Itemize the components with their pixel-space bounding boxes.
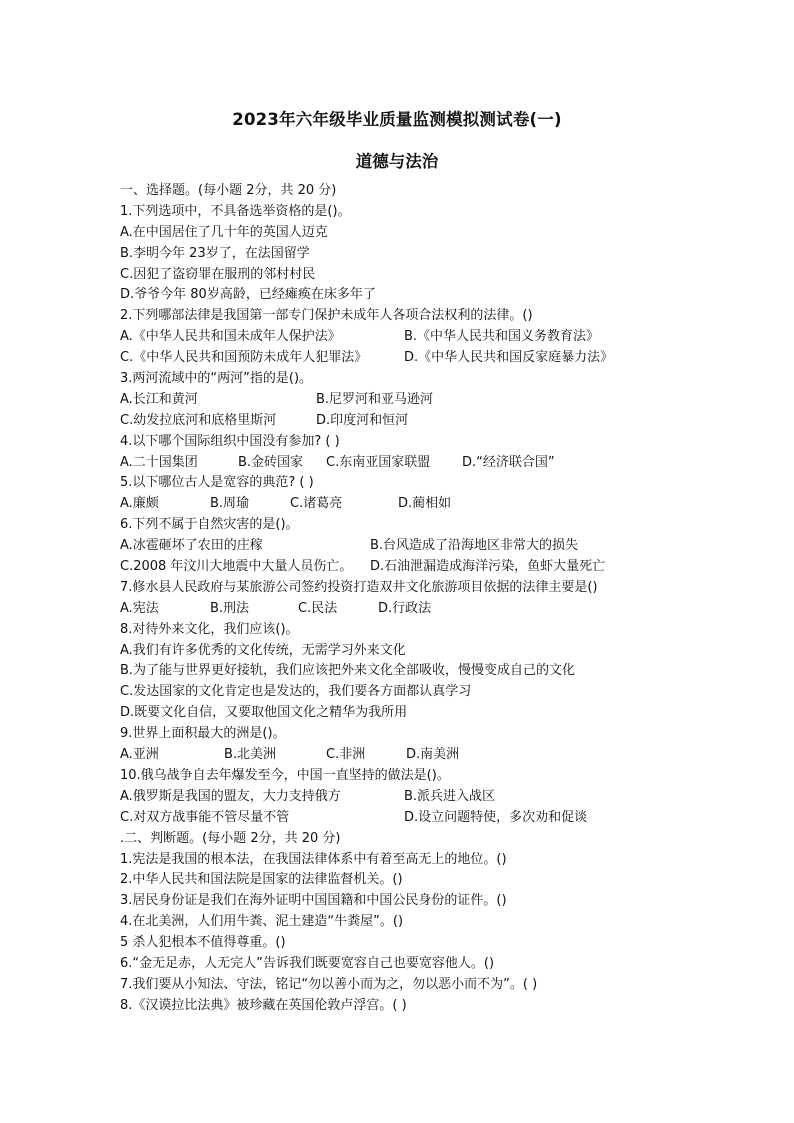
option: C.因犯了盗窃罪在服刑的邻村村民 bbox=[120, 266, 316, 282]
question-stem: 5.以下哪位古人是宽容的典范? ( ) bbox=[120, 475, 314, 491]
option: C.东南亚国家联盟 bbox=[326, 454, 431, 470]
option: C.《中华人民共和国预防未成年人犯罪法》 bbox=[120, 350, 368, 366]
option-row bbox=[120, 787, 760, 808]
option: B.为了能与世界更好接轨，我们应该把外来文化全部吸收，慢慢变成自己的文化 bbox=[120, 663, 576, 679]
option: B.北美洲 bbox=[224, 747, 277, 763]
option: A.长江和黄河 bbox=[120, 391, 198, 407]
option: A.《中华人民共和国未成年人保护法》 bbox=[120, 329, 341, 345]
question-stem: 8.对待外来文化，我们应该()。 bbox=[120, 621, 299, 637]
exam-subject: 道德与法治 bbox=[355, 152, 439, 171]
option-row bbox=[120, 348, 760, 369]
option: D.“经济联合国” bbox=[462, 454, 555, 470]
question-stem: 3.两河流域中的“两河”指的是()。 bbox=[120, 371, 313, 387]
option: D.爷爷今年 80岁高龄，已经瘫痪在床多年了 bbox=[120, 287, 376, 303]
option-row bbox=[120, 808, 760, 829]
judgment-item: 1.宪法是我国的根本法，在我国法律体系中有着至高无上的地位。() bbox=[120, 851, 507, 867]
question-stem: 4.以下哪个国际组织中国没有参加? ( ) bbox=[120, 433, 340, 449]
question-stem: 6.下列不属于自然灾害的是()。 bbox=[120, 517, 299, 533]
option: D.设立问题特使，多次劝和促谈 bbox=[404, 809, 588, 825]
judgment-item: 6.“金无足赤，人无完人”告诉我们既要宽容自己也要宽容他人。() bbox=[120, 955, 495, 971]
option: B.周瑜 bbox=[210, 496, 250, 512]
judgment-item: 3.居民身份证是我们在海外证明中国国籍和中国公民身份的证件。() bbox=[120, 893, 507, 909]
option: D.南美洲 bbox=[406, 747, 460, 763]
option: A.宪法 bbox=[120, 600, 159, 616]
question-stem: 7.修水县人民政府与某旅游公司签约投资打造双井文化旅游项目依据的法律主要是() bbox=[120, 579, 598, 595]
question-stem: 10.俄乌战争自去年爆发至今，中国一直坚持的做法是()。 bbox=[120, 767, 450, 783]
option: B.台风造成了沿海地区非常大的损失 bbox=[370, 538, 579, 554]
option: C.诸葛亮 bbox=[290, 496, 343, 512]
option-row bbox=[120, 494, 760, 515]
question-stem: 9.世界上面积最大的洲是()。 bbox=[120, 726, 286, 742]
option: C.2008 年汶川大地震中大量人员伤亡。 bbox=[120, 559, 353, 575]
exam-title: 2023年六年级毕业质量监测模拟测试卷(一) bbox=[232, 110, 562, 129]
option: A.廉颇 bbox=[120, 496, 159, 512]
option-row bbox=[120, 536, 760, 557]
option-row bbox=[120, 411, 760, 432]
option: C.幼发拉底河和底格里斯河 bbox=[120, 412, 277, 428]
option: A.亚洲 bbox=[120, 747, 159, 763]
judgment-item: 7.我们要从小知法、守法，铭记“勿以善小而为之，勿以恶小而不为”。( ) bbox=[120, 976, 538, 992]
option: B.尼罗河和亚马逊河 bbox=[316, 391, 434, 407]
option: C.对双方战事能不管尽量不管 bbox=[120, 809, 290, 825]
option-row bbox=[120, 327, 760, 348]
section1-heading: 一、选择题。(每小题 2分，共 20 分) bbox=[120, 183, 337, 198]
judgment-item: 8.《汉谟拉比法典》被珍藏在英国伦敦卢浮宫。( ) bbox=[120, 997, 407, 1013]
option: A.冰雹砸坏了农田的庄稼 bbox=[120, 538, 263, 554]
option: C.发达国家的文化肯定也是发达的，我们要各方面都认真学习 bbox=[120, 684, 472, 700]
option: A.在中国居住了几十年的英国人迈克 bbox=[120, 224, 328, 240]
option: B.《中华人民共和国义务教育法》 bbox=[404, 329, 600, 345]
option: D.印度河和恒河 bbox=[316, 412, 409, 428]
judgment-item: 2.中华人民共和国法院是国家的法律监督机关。() bbox=[120, 872, 403, 888]
option: D.蔺相如 bbox=[398, 496, 452, 512]
option: D.既要文化自信，又要取他国文化之精华为我所用 bbox=[120, 705, 408, 721]
option: D.《中华人民共和国反家庭暴力法》 bbox=[404, 350, 614, 366]
option: A.俄罗斯是我国的盟友，大力支持俄方 bbox=[120, 788, 341, 804]
option: C.非洲 bbox=[326, 747, 366, 763]
option: C.民法 bbox=[298, 600, 338, 616]
option-row bbox=[120, 745, 760, 766]
option: B.刑法 bbox=[210, 600, 250, 616]
option: A.二十国集团 bbox=[120, 454, 198, 470]
option: D.行政法 bbox=[378, 600, 432, 616]
judgment-item: 4.在北美洲，人们用牛粪、泥土建造“牛粪屋”。() bbox=[120, 914, 404, 930]
option: B.派兵进入战区 bbox=[404, 788, 496, 804]
option: B.金砖国家 bbox=[238, 454, 304, 470]
option-row bbox=[120, 557, 760, 578]
option-row bbox=[120, 390, 760, 411]
option: D.石油泄漏造成海洋污染，鱼虾大量死亡 bbox=[370, 559, 606, 575]
exam-body bbox=[120, 181, 760, 1017]
question-stem: 2.下列哪部法律是我国第一部专门保护未成年人各项合法权利的法律。() bbox=[120, 308, 533, 324]
option-row bbox=[120, 599, 760, 620]
judgment-item: 5 杀人犯根本不值得尊重。() bbox=[120, 935, 286, 951]
section2-heading: .二、判断题。(每小题 2分，共 20 分) bbox=[120, 830, 341, 846]
option: B.李明今年 23岁了，在法国留学 bbox=[120, 245, 310, 261]
option: A.我们有许多优秀的文化传统，无需学习外来文化 bbox=[120, 642, 406, 658]
question-stem: 1.下列选项中，不具备选举资格的是()。 bbox=[120, 203, 351, 219]
option-row bbox=[120, 453, 760, 474]
